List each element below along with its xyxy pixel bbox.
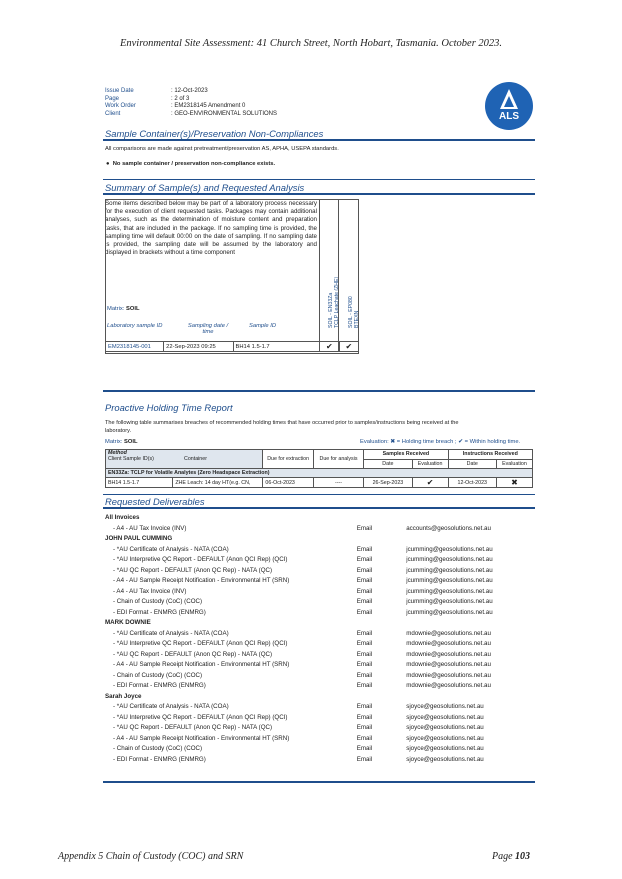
deliverable-email: accounts@geosolutions.net.au (406, 524, 491, 532)
table-header-row (106, 450, 533, 460)
header-method (106, 450, 263, 469)
deliverable-email: mdownie@geosolutions.net.au (406, 650, 491, 658)
deliverable-method: Email (356, 724, 373, 731)
meta-value: : 2 of 3 (171, 95, 190, 102)
deliverable-name: - EDI Format - ENMRG (ENMRG) (113, 608, 206, 616)
deliverable-name: - EDI Format - ENMRG (ENMRG) (113, 755, 206, 763)
deliverable-name: - A4 - AU Sample Receipt Notification - Environmental HT (SRN) (113, 577, 290, 584)
table-row (106, 478, 533, 488)
deliverable-name: - *AU QC Report - DEFAULT (Anon QC Rep) - NATA (QC) (113, 566, 273, 574)
matrix-value: SOIL (126, 306, 140, 312)
header-date: Date (364, 459, 412, 469)
meta-key: Work Order (105, 103, 136, 110)
list-item (105, 576, 535, 587)
deliverable-name: - *AU Interpretive QC Report - DEFAULT (Anon QCI Rep) (QCI) (113, 640, 288, 647)
deliverable-name: - Chain of Custody (CoC) (COC) (113, 745, 203, 752)
deliverable-name: - A4 - AU Sample Receipt Notification - Environmental HT (SRN) (113, 661, 290, 668)
list-item (105, 650, 535, 661)
logo-text: ALS (499, 111, 519, 122)
deliverable-group-title: MARK DOWNIE (105, 619, 151, 626)
list-item (105, 566, 535, 577)
deliverable-method: Email (356, 734, 373, 742)
list-item (105, 671, 535, 682)
deliverable-name: - *AU Certificate of Analysis - NATA (COA) (113, 545, 229, 553)
header-date: Date (448, 459, 496, 469)
als-logo-mark (485, 82, 533, 130)
meta-value: : 12-Oct-2023 (171, 88, 208, 94)
footer-page (492, 851, 530, 862)
header-container: Container (184, 456, 207, 462)
summary-table (105, 199, 359, 354)
analysis-column-1 (319, 200, 338, 352)
matrix-key: Matrix: (105, 439, 123, 445)
deliverable-email: mdownie@geosolutions.net.au (406, 661, 491, 668)
deliverable-name: - A4 - AU Sample Receipt Notification - Environmental HT (SRN) (113, 734, 290, 742)
list-item (105, 702, 535, 713)
divider (103, 507, 535, 509)
divider (103, 139, 535, 141)
deliverable-name: - *AU QC Report - DEFAULT (Anon QC Rep) - NATA (QC) (113, 724, 273, 731)
deliverable-method: Email (356, 745, 373, 752)
report-meta (105, 88, 277, 118)
deliverable-method: Email (356, 661, 373, 668)
table-row (106, 342, 359, 352)
holding-time-table (105, 449, 533, 488)
meta-row (105, 103, 277, 111)
method-group: EN33Za: TCLP for Volatile Analytes (Zero Headspace Extraction) (106, 469, 533, 478)
matrix-label (105, 439, 138, 445)
list-item (105, 524, 535, 535)
list-item (105, 629, 535, 640)
check-icon: ✔ (412, 478, 448, 488)
vlabel-line: SOIL - EN33Za (328, 293, 334, 329)
list-item (105, 660, 535, 671)
deliverable-email: mdownie@geosolutions.net.au (406, 671, 491, 679)
meta-key: Client (105, 110, 121, 117)
list-item (105, 555, 535, 566)
deliverable-method: Email (356, 566, 373, 574)
compliance-bullet (106, 161, 275, 167)
cell-samples-date: 26-Sep-2023 (364, 478, 412, 488)
deliverable-method: Email (356, 640, 373, 647)
col-sampling-date: Sampling date / time (187, 323, 229, 335)
deliverable-email: jcumming@geosolutions.net.au (406, 545, 493, 553)
table-group-row (106, 469, 533, 478)
deliverable-method: Email (356, 608, 373, 616)
check-icon: ✔ (339, 342, 358, 352)
cell-due-extraction: 06-Oct-2023 (263, 478, 313, 488)
deliverable-email: jcumming@geosolutions.net.au (406, 577, 493, 584)
cell-due-analysis: ---- (313, 478, 363, 488)
divider (103, 781, 535, 783)
deliverable-email: jcumming@geosolutions.net.au (406, 608, 493, 616)
deliverables-list (105, 513, 535, 765)
header-due-extraction: Due for extraction (263, 450, 313, 469)
deliverable-email: jcumming@geosolutions.net.au (406, 556, 493, 563)
deliverable-method: Email (356, 755, 373, 763)
deliverable-name: - *AU Certificate of Analysis - NATA (COA) (113, 629, 229, 637)
divider (103, 390, 535, 392)
list-item (105, 713, 535, 724)
cross-icon: ✖ (496, 478, 532, 488)
bullet-icon: ● (106, 161, 113, 167)
deliverable-method: Email (356, 577, 373, 584)
header-evaluation: Evaluation (496, 459, 532, 469)
cell-client-id: BH14 1.5-1.7 (106, 478, 173, 488)
matrix-key: Matrix: (107, 306, 125, 312)
divider (103, 494, 535, 495)
cell-lab-id: EM2318145-001 (106, 342, 164, 352)
footer-page-number: 103 (515, 851, 531, 862)
meta-row (105, 111, 277, 119)
cell-instructions-date: 12-Oct-2023 (448, 478, 496, 488)
deliverable-method: Email (356, 629, 373, 637)
section-title-holding-time: Proactive Holding Time Report (105, 402, 233, 413)
cell-container: ZHE Leach: 14 day HT(e.g. CN, (173, 478, 263, 488)
deliverable-method: Email (356, 703, 373, 710)
list-item (105, 681, 535, 692)
deliverable-method: Email (356, 713, 373, 721)
analysis-column-2 (338, 200, 358, 352)
deliverable-name: - *AU Certificate of Analysis - NATA (COA) (113, 703, 229, 710)
col-lab-sample-id: Laboratory sample ID (107, 323, 163, 329)
list-item (105, 734, 535, 745)
deliverable-email: sjoyce@geosolutions.net.au (406, 713, 484, 721)
deliverable-group-title: Sarah Joyce (105, 692, 142, 700)
deliverable-method: Email (356, 556, 373, 563)
deliverable-group-title: All Invoices (105, 514, 140, 521)
deliverable-email: sjoyce@geosolutions.net.au (406, 724, 484, 731)
cell-sampling-date: 22-Sep-2023 09:25 (164, 342, 233, 352)
deliverable-email: jcumming@geosolutions.net.au (406, 587, 493, 595)
deliverable-name: - *AU QC Report - DEFAULT (Anon QC Rep) - NATA (QC) (113, 650, 273, 658)
deliverable-method: Email (356, 545, 373, 553)
deliverable-method: Email (356, 682, 373, 689)
deliverable-name: - *AU Interpretive QC Report - DEFAULT (Anon QCI Rep) (QCI) (113, 713, 288, 721)
als-logo (485, 82, 533, 130)
deliverable-group-title: JOHN PAUL CUMMING (105, 535, 173, 542)
section-title-container-compliance: Sample Container(s)/Preservation Non-Compliances (105, 128, 324, 139)
list-item (105, 744, 535, 755)
deliverable-method: Email (356, 524, 373, 532)
list-item (105, 723, 535, 734)
deliverable-email: mdownie@geosolutions.net.au (406, 629, 491, 637)
list-item (105, 597, 535, 608)
deliverable-email: jcumming@geosolutions.net.au (406, 598, 493, 605)
deliverable-name: - *AU Interpretive QC Report - DEFAULT (Anon QCI Rep) (QCI) (113, 556, 288, 563)
analysis-column-2-label (349, 297, 361, 329)
list-item (105, 587, 535, 598)
evaluation-legend: Evaluation: ✖ = Holding time breach ; ✔ = Within holding time. (360, 439, 521, 445)
comparison-note: All comparisons are made against pretreatment/preservation AS, APHA, USEPA standards. (105, 146, 339, 152)
check-icon: ✔ (320, 342, 339, 352)
deliverable-name: - EDI Format - ENMRG (ENMRG) (113, 682, 206, 689)
deliverable-email: mdownie@geosolutions.net.au (406, 682, 491, 689)
deliverable-email: sjoyce@geosolutions.net.au (406, 703, 484, 710)
deliverable-method: Email (356, 598, 373, 605)
header-instructions-received: Instructions Received (448, 450, 532, 460)
deliverable-method: Email (356, 671, 373, 679)
divider (103, 193, 535, 195)
deliverable-email: sjoyce@geosolutions.net.au (406, 734, 484, 742)
vlabel-line: BTEXN (353, 311, 360, 329)
footer-page-label: Page (492, 851, 513, 862)
deliverable-email: jcumming@geosolutions.net.au (406, 566, 493, 574)
section-title-summary: Summary of Sample(s) and Requested Analysis (105, 182, 305, 193)
list-item (105, 608, 535, 619)
vlabel-line: SOIL - EP080 (347, 296, 354, 329)
list-item (105, 755, 535, 766)
matrix-value: SOIL (124, 439, 138, 445)
deliverable-name: - Chain of Custody (CoC) (COC) (113, 671, 203, 679)
meta-row (105, 96, 277, 104)
meta-value: : EM2318145 Amendment 0 (171, 103, 246, 110)
deliverable-name: - A4 - AU Tax Invoice (INV) (113, 587, 187, 595)
deliverable-name: - Chain of Custody (CoC) (COC) (113, 598, 203, 605)
divider (103, 179, 535, 180)
meta-key: Page (105, 95, 120, 102)
section-title-deliverables: Requested Deliverables (105, 496, 205, 507)
holding-time-description: The following table summarises breaches of recommended holding times that have occurred prior to samples/instructions being received at the laboratory. (105, 420, 459, 434)
vlabel-line: TCLP Leachate (ZHE) (333, 277, 340, 329)
summary-paragraph: Some items described below may be part of a laboratory process necessary for the execution of client requested tasks. Packages may contain additional analyses, such as the determination of moisture content and preparation tasks, that are included in the package. If no sampling time is provided, the sampling time will default 00:00 on the date of sampling. If no sampling date is provided, the sampling date will be assumed by the laboratory and displayed in brackets without a time component (105, 200, 317, 257)
list-item (105, 639, 535, 650)
deliverable-method: Email (356, 587, 373, 595)
header-evaluation: Evaluation (412, 459, 448, 469)
header-samples-received: Samples Received (364, 450, 448, 460)
holding-time-grid (105, 449, 533, 488)
document-title: Environmental Site Assessment: 41 Church Street, North Hobart, Tasmania. October 2023. (119, 38, 503, 49)
deliverable-email: sjoyce@geosolutions.net.au (406, 745, 484, 752)
meta-row (105, 88, 277, 96)
matrix-label (107, 306, 140, 312)
deliverable-name: - A4 - AU Tax Invoice (INV) (113, 524, 187, 532)
summary-data-table (105, 341, 359, 352)
col-sample-id: Sample ID (249, 323, 277, 329)
header-method-label: Method (108, 450, 127, 456)
deliverable-method: Email (356, 650, 373, 658)
meta-key: Issue Date (105, 88, 134, 94)
footer-appendix: Appendix 5 Chain of Custody (COC) and SRN (58, 851, 244, 862)
deliverable-email: mdownie@geosolutions.net.au (406, 640, 491, 647)
list-item (105, 545, 535, 556)
bullet-text: No sample container / preservation non-compliance exists. (112, 161, 276, 167)
cell-sample-id: BH14 1.5-1.7 (233, 342, 320, 352)
meta-value: : GEO-ENVIRONMENTAL SOLUTIONS (171, 110, 278, 117)
deliverable-email: sjoyce@geosolutions.net.au (406, 755, 484, 763)
header-client-id: Client Sample ID(s) (108, 456, 154, 462)
header-due-analysis: Due for analysis (313, 450, 363, 469)
